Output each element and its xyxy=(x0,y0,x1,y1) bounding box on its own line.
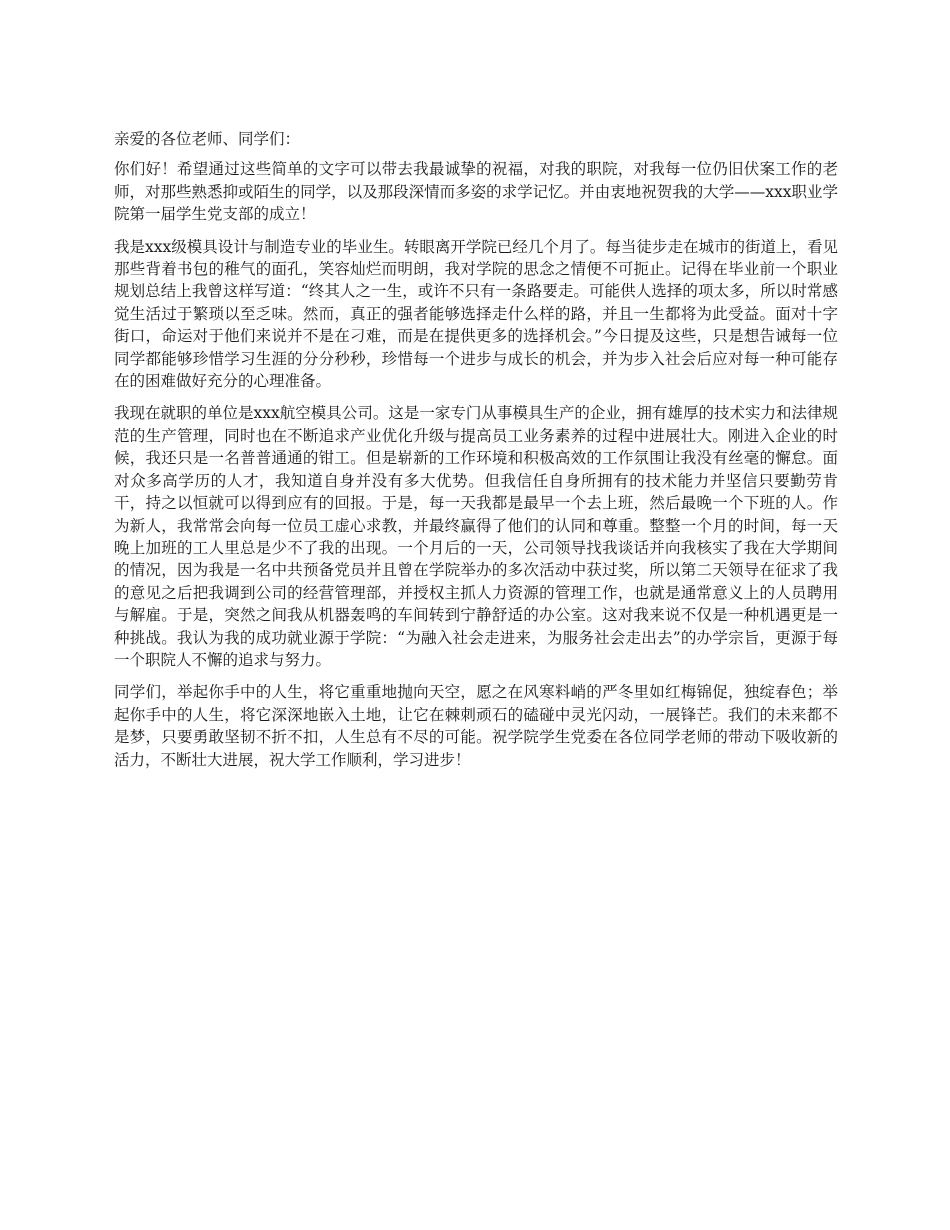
salutation: 亲爱的各位老师、同学们： xyxy=(114,130,301,148)
paragraph-closing: 同学们，举起你手中的人生，将它重重地抛向天空，愿之在风寒料峭的严冬里如红梅锦促，独绽春色；举起你手中的人生，将它深深地嵌入土地，让它在棘刺顽石的磕碰中灵光闪动，一展锋芒。我们的未来都不是梦，只要勇敢坚韧不折不扣，人生总有不尽的可能。祝学院学生党委在各位同学老师的带动下吸收新的活力，不断壮大进展，祝大学工作顺利，学习进步！ xyxy=(114,683,838,769)
paragraph-greeting: 你们好！希望通过这些简单的文字可以带去我最诚挚的祝福，对我的职院，对我每一位仍旧伏案工作的老师，对那些熟悉抑或陌生的同学，以及那段深情而多姿的求学记忆。并由衷地祝贺我的大学——xxx职业学院第一届学生党支部的成立！ xyxy=(114,160,838,224)
paragraph-career: 我现在就职的单位是xxx航空模具公司。这是一家专门从事模具生产的企业，拥有雄厚的技术实力和法律规范的生产管理，同时也在不断追求产业优化升级与提高员工业务素养的过程中进展壮大。刚进入企业的时候，我还只是一名普普通通的钳工。但是崭新的工作环境和积极高效的工作氛围让我没有丝毫的懈怠。面对众多高学历的人才，我知道自身并没有多大优势。但我信任自身所拥有的技术能力并坚信只要勤劳肯干，持之以恒就可以得到应有的回报。于是，每一天我都是最早一个去上班，然后最晚一个下班的人。作为新人，我常常会向每一位员工虚心求教，并最终赢得了他们的认同和尊重。整整一个月的时间，每一天晚上加班的工人里总是少不了我的出现。一个月后的一天，公司领导找我谈话并向我核实了我在大学期间的情况，因为我是一名中共预备党员并且曾在学院举办的多次活动中获过奖，所以第二天领导在征求了我的意见之后把我调到公司的经营管理部，并授权主抓人力资源的管理工作，也就是通常意义上的人员聘用与解雇。于是，突然之间我从机器轰鸣的车间转到宁静舒适的办公室。这对我来说不仅是一种机遇更是一种挑战。我认为我的成功就业源于学院：“为融入社会走进来，为服务社会走出去”的办学宗旨，更源于每一个职院人不懈的追求与努力。 xyxy=(114,404,838,669)
paragraph-background: 我是xxx级模具设计与制造专业的毕业生。转眼离开学院已经几个月了。每当徒步走在城市的街道上，看见那些背着书包的稚气的面孔，笑容灿烂而明朗，我对学院的思念之情便不可扼止。记得在毕业前一个职业规划总结上我曾这样写道：“终其人之一生，或许不只有一条路要走。可能供人选择的项太多，所以时常感觉生活过于繁琐以至乏味。然而，真正的强者能够选择走什么样的路，并且一生都将为此受益。面对十字街口，命运对于他们来说并不是在刁难，而是在提供更多的选择机会。”今日提及这些，只是想告诫每一位同学都能够珍惜学习生涯的分分秒秒，珍惜每一个进步与成长的机会，并为步入社会后应对每一种可能存在的困难做好充分的心理准备。 xyxy=(114,237,838,391)
document-body xyxy=(114,128,838,781)
